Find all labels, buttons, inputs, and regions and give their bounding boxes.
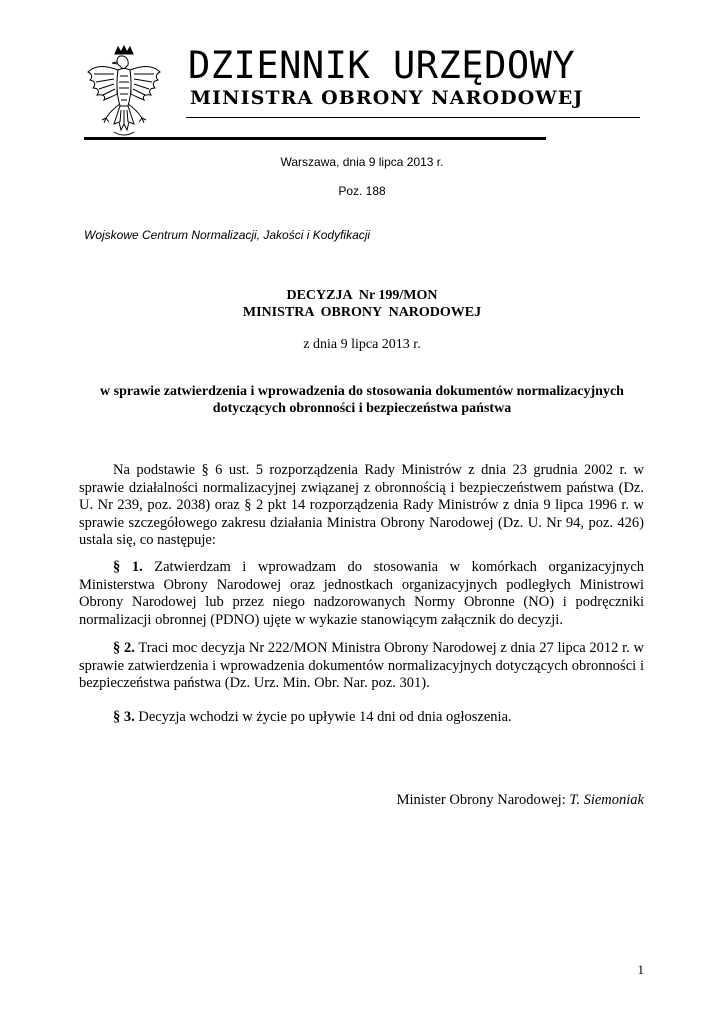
- position-number: Poz. 188: [338, 184, 386, 198]
- header-thin-rule: [186, 117, 640, 118]
- legal-basis-paragraph: Na podstawie § 6 ust. 5 rozporządzenia Rady Ministrów z dnia 23 grudnia 2002 r. w sprawie działalności normalizacyjnej związanej z obronnością i bezpieczeństwem państwa (Dz. U. Nr 239, poz. 2038) oraz § 2 pkt 14 rozporządzenia Rady Ministrów z dnia 9 lipca 1996 r. w sprawie szczegółowego zakresu działania Ministra Obrony Narodowej (Dz. U. Nr 94, poz. 426) ustala się, co następuje:: [79, 462, 644, 548]
- section-3-label: § 3.: [113, 709, 135, 725]
- place-and-date: Warszawa, dnia 9 lipca 2013 r.: [280, 155, 444, 169]
- journal-subtitle: MINISTRA OBRONY NARODOWEJ: [190, 87, 584, 109]
- section-1-label: § 1.: [113, 559, 143, 575]
- section-2: [79, 640, 644, 693]
- signature-role: Minister Obrony Narodowej:: [396, 792, 566, 808]
- decision-date: z dnia 9 lipca 2013 r.: [303, 337, 421, 352]
- issuing-institution: Wojskowe Centrum Normalizacji, Jakości i Kodyfikacji: [84, 228, 371, 242]
- header-thick-rule: [84, 137, 546, 140]
- journal-title: DZIENNIK URZĘDOWY: [188, 44, 576, 87]
- section-3: [79, 709, 644, 727]
- decision-number: DECYZJA Nr 199/MON: [286, 288, 438, 303]
- decision-authority: MINISTRA OBRONY NARODOWEJ: [242, 305, 482, 320]
- decision-subject-line-1: w sprawie zatwierdzenia i wprowadzenia do stosowania dokumentów normalizacyjnych: [100, 384, 624, 399]
- section-1: [79, 559, 644, 629]
- page-number: 1: [637, 962, 644, 977]
- section-3-text: Decyzja wchodzi w życie po upływie 14 dni od dnia ogłoszenia.: [138, 709, 512, 725]
- signature-block: [397, 791, 644, 809]
- decision-subject-line-2: dotyczących obronności i bezpieczeństwa państwa: [212, 401, 512, 416]
- section-2-text: Traci moc decyzja Nr 222/MON Ministra Obrony Narodowej z dnia 27 lipca 2012 r. w sprawie zatwierdzenia i wprowadzenia dokumentów normalizacyjnych dotyczących obronności i bezpieczeństwa państwa (Dz. Urz. Min. Obr. Nar. poz. 301).: [79, 640, 644, 691]
- section-2-label: § 2.: [113, 640, 135, 656]
- section-1-text: Zatwierdzam i wprowadzam do stosowania w komórkach organizacyjnych Ministerstwa Obrony Narodowej oraz jednostkach organizacyjnych podległych Ministrowi Obrony Narodowej lub przez niego nadzorowanych Normy Obronne (NO) i podręczniki normalizacji obronnej (PDNO) ujęte w wykazie stanowiącym załącznik do decyzji.: [79, 559, 644, 628]
- signature-name: T. Siemoniak: [569, 792, 644, 808]
- polish-eagle-emblem-icon: [84, 44, 164, 142]
